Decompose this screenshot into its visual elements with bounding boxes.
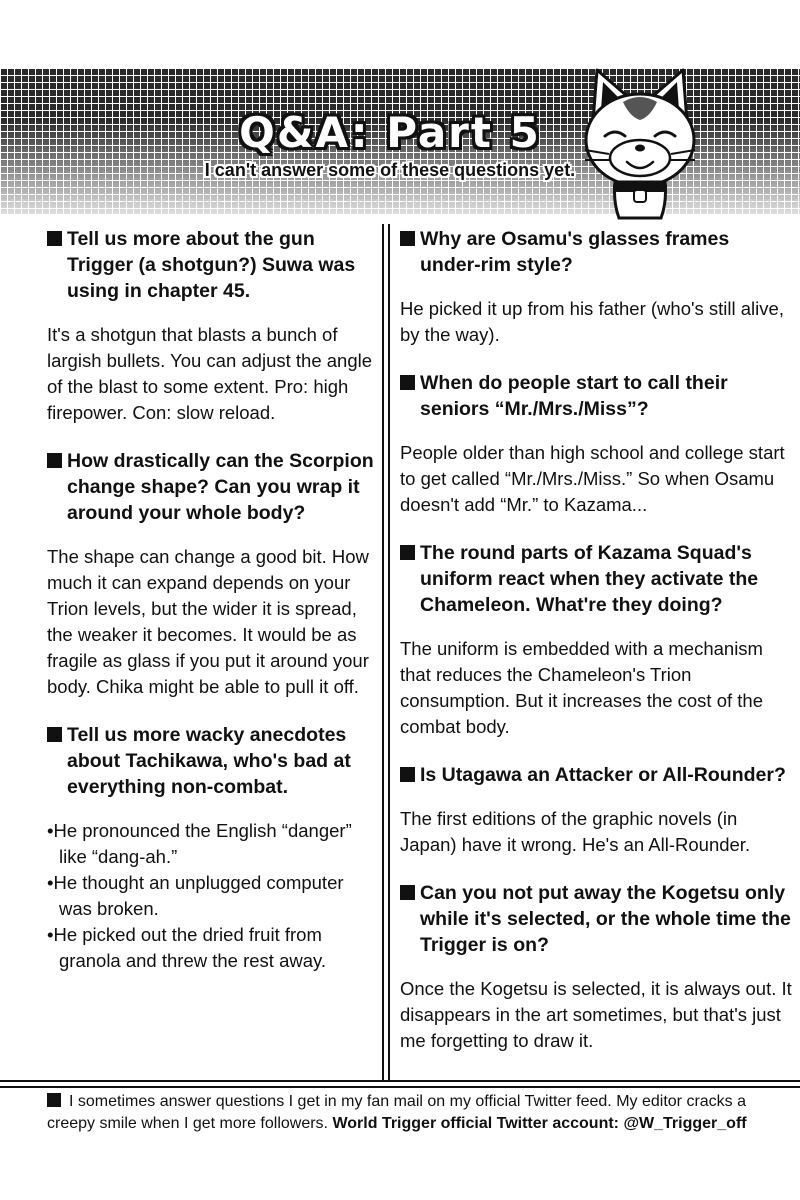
square-bullet-icon	[400, 231, 415, 246]
square-bullet-icon	[400, 885, 415, 900]
square-bullet-icon	[47, 1093, 61, 1107]
question-text: When do people start to call their seniors “Mr./Mrs./Miss”?	[420, 372, 728, 420]
answer-text: The first editions of the graphic novels (in Japan) have it wrong. He's an All-Rounder.	[400, 808, 751, 855]
question-text: Tell us more about the gun Trigger (a shotgun?) Suwa was using in chapter 45.	[67, 228, 356, 302]
question	[400, 762, 792, 788]
footer-note	[47, 1091, 767, 1135]
square-bullet-icon	[47, 727, 62, 742]
list-item: •He picked out the dried fruit from granola and threw the rest away.	[47, 924, 327, 971]
answer-text: The uniform is embedded with a mechanism that reduces the Chameleon's Trion consumption. But it increases the cost of the combat body.	[400, 638, 763, 737]
question	[47, 226, 379, 304]
twitter-account: World Trigger official Twitter account: @W_Trigger_off	[332, 1115, 747, 1132]
answer-text: Once the Kogetsu is selected, it is always out. It disappears in the art sometimes, but that's just me forgetting to draw it.	[400, 978, 792, 1051]
question	[400, 226, 792, 278]
left-column	[47, 226, 379, 996]
question	[47, 722, 379, 800]
question-text: How drastically can the Scorpion change shape? Can you wrap it around your whole body?	[67, 450, 374, 524]
footer-divider	[0, 1086, 800, 1088]
question-text: The round parts of Kazama Squad's uniform react when they activate the Chameleon. What're they doing?	[420, 542, 759, 616]
question	[47, 448, 379, 526]
cat-mascot-icon	[575, 62, 705, 222]
footer-divider	[0, 1080, 800, 1082]
square-bullet-icon	[47, 453, 62, 468]
answer-text: The shape can change a good bit. How much it can expand depends on your Trion levels, but the wider it is spread, the weaker it becomes. It would be as fragile as glass if you put it around your body. Chika might be able to pull it off.	[47, 546, 369, 697]
question-text: Why are Osamu's glasses frames under-rim style?	[420, 228, 730, 276]
square-bullet-icon	[47, 231, 62, 246]
answer-text: People older than high school and college start to get called “Mr./Mrs./Miss.” So when Osamu doesn't add “Mr.” to Kazama...	[400, 442, 785, 515]
list-item: •He thought an unplugged computer was broken.	[47, 872, 344, 919]
question-text: Tell us more wacky anecdotes about Tachikawa, who's bad at everything non-combat.	[67, 724, 351, 798]
square-bullet-icon	[400, 767, 415, 782]
square-bullet-icon	[400, 545, 415, 560]
list-item: •He pronounced the English “danger” like “dang-ah.”	[47, 820, 352, 867]
right-column	[400, 226, 792, 1076]
answer-list	[47, 818, 379, 974]
column-divider	[388, 224, 390, 1082]
question	[400, 370, 792, 422]
question-text: Can you not put away the Kogetsu only while it's selected, or the whole time the Trigger is on?	[420, 882, 791, 956]
column-divider	[382, 224, 384, 1082]
square-bullet-icon	[400, 375, 415, 390]
footer-text: I sometimes answer questions I get in my fan mail on my official Twitter feed. My editor cracks a creepy smile when I get more followers.	[47, 1093, 747, 1132]
answer-text: He picked it up from his father (who's still alive, by the way).	[400, 298, 784, 345]
question	[400, 540, 792, 618]
page-subtitle: I can't answer some of these questions yet.	[204, 160, 576, 180]
answer-text: It's a shotgun that blasts a bunch of largish bullets. You can adjust the angle of the blast to some extent. Pro: high firepower. Con: slow reload.	[47, 324, 373, 423]
question	[400, 880, 792, 958]
question-text: Is Utagawa an Attacker or All-Rounder?	[420, 764, 786, 786]
page-title: Q&A: Part 5	[239, 108, 541, 157]
